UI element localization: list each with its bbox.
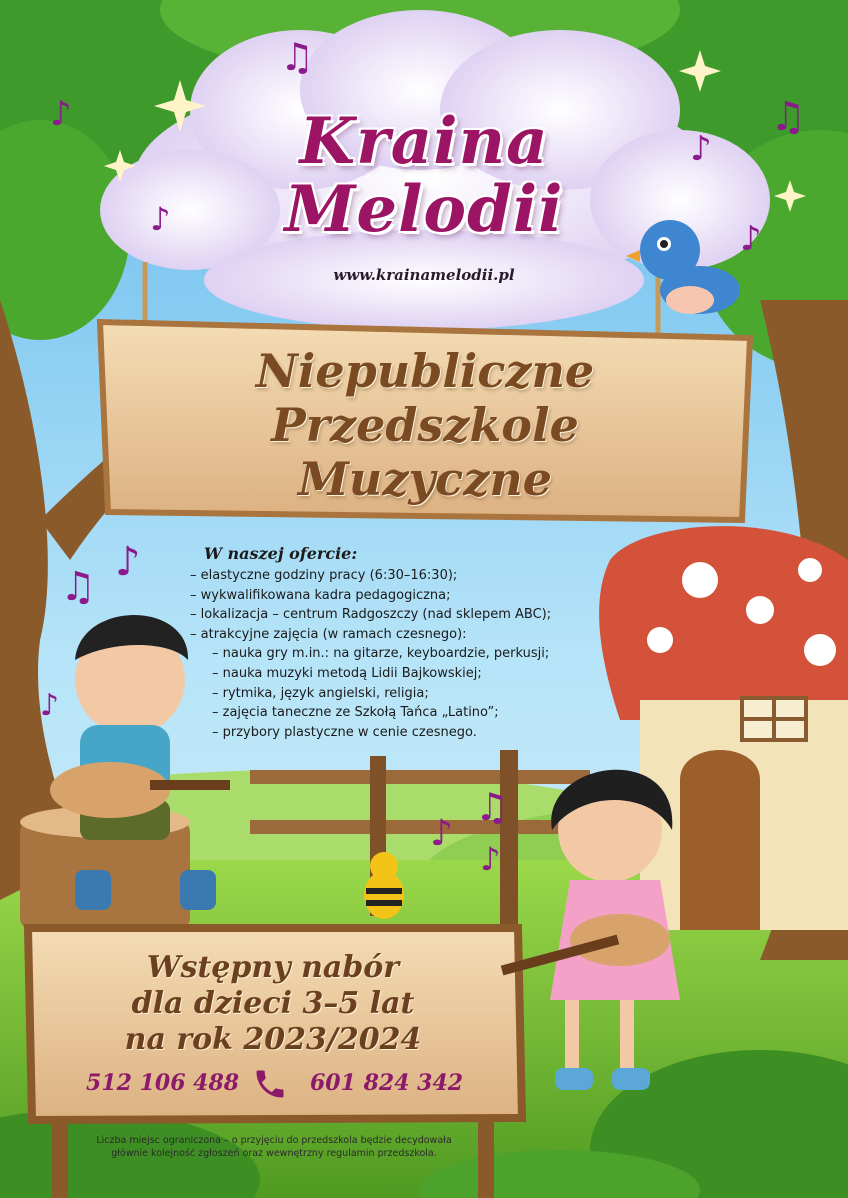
svg-text:♫: ♫ — [475, 785, 510, 829]
enrollment-line-2: dla dzieci 3–5 lat — [131, 986, 415, 1021]
title-line-1: Kraina — [299, 104, 549, 179]
offer-item: – elastyczne godziny pracy (6:30–16:30); — [190, 568, 458, 583]
footnote-line: głównie kolejność zgłoszeń oraz wewnętrzny regulamin przedszkola. — [111, 1148, 437, 1159]
sign-line-2: Przedszkole — [271, 398, 579, 452]
title-line-2: Melodii — [284, 172, 564, 247]
offer-subitem: – zajęcia taneczne ze Szkołą Tańca „Latino”; — [212, 705, 499, 721]
footnote — [60, 1134, 488, 1160]
enrollment-line-3: na rok 2023/2024 — [124, 1022, 422, 1057]
sign-line-3: Muzyczne — [297, 452, 553, 506]
offer-subitem: – przybory plastyczne w cenie czesnego. — [212, 724, 477, 740]
svg-text:♪: ♪ — [115, 539, 141, 585]
svg-text:♪: ♪ — [40, 688, 60, 723]
sign-line-1: Niepubliczne — [255, 344, 595, 398]
svg-text:♫: ♫ — [770, 94, 806, 140]
svg-text:♪: ♪ — [150, 200, 171, 238]
svg-text:♫: ♫ — [280, 35, 315, 79]
svg-text:♪: ♪ — [50, 94, 72, 134]
offer-item: – lokalizacja – centrum Radgoszczy (nad sklepem ABC); — [190, 607, 552, 623]
offer-subitem: – nauka gry m.in.: na gitarze, keyboardzie, perkusji; — [212, 646, 550, 662]
svg-text:♪: ♪ — [690, 129, 712, 169]
website-link[interactable]: www.krainamelodii.pl — [333, 266, 515, 284]
offer-subitem: – nauka muzyki metodą Lidii Bajkowskiej; — [212, 665, 482, 681]
offer-item: – wykwalifikowana kadra pedagogiczna; — [190, 587, 451, 603]
svg-text:♪: ♪ — [480, 840, 501, 878]
svg-text:♪: ♪ — [740, 219, 762, 259]
phone-number-2[interactable]: 601 824 342 — [310, 1070, 464, 1096]
phone-icon — [252, 1066, 288, 1102]
offer-list — [190, 566, 630, 742]
phone-number-1[interactable]: 512 106 488 — [86, 1070, 240, 1096]
svg-text:♪: ♪ — [430, 813, 453, 854]
offer-subitem: – rytmika, język angielski, religia; — [212, 685, 429, 701]
svg-text:♫: ♫ — [60, 564, 96, 610]
offer-section — [190, 544, 630, 742]
offer-heading: W naszej ofercie: — [204, 544, 358, 563]
enrollment-line-1: Wstępny nabór — [146, 950, 400, 985]
offer-item: – atrakcyjne zajęcia (w ramach czesnego): — [190, 626, 467, 642]
footnote-line: Liczba miejsc ograniczona – o przyjęciu do przedszkola będzie decydowała — [96, 1135, 452, 1146]
